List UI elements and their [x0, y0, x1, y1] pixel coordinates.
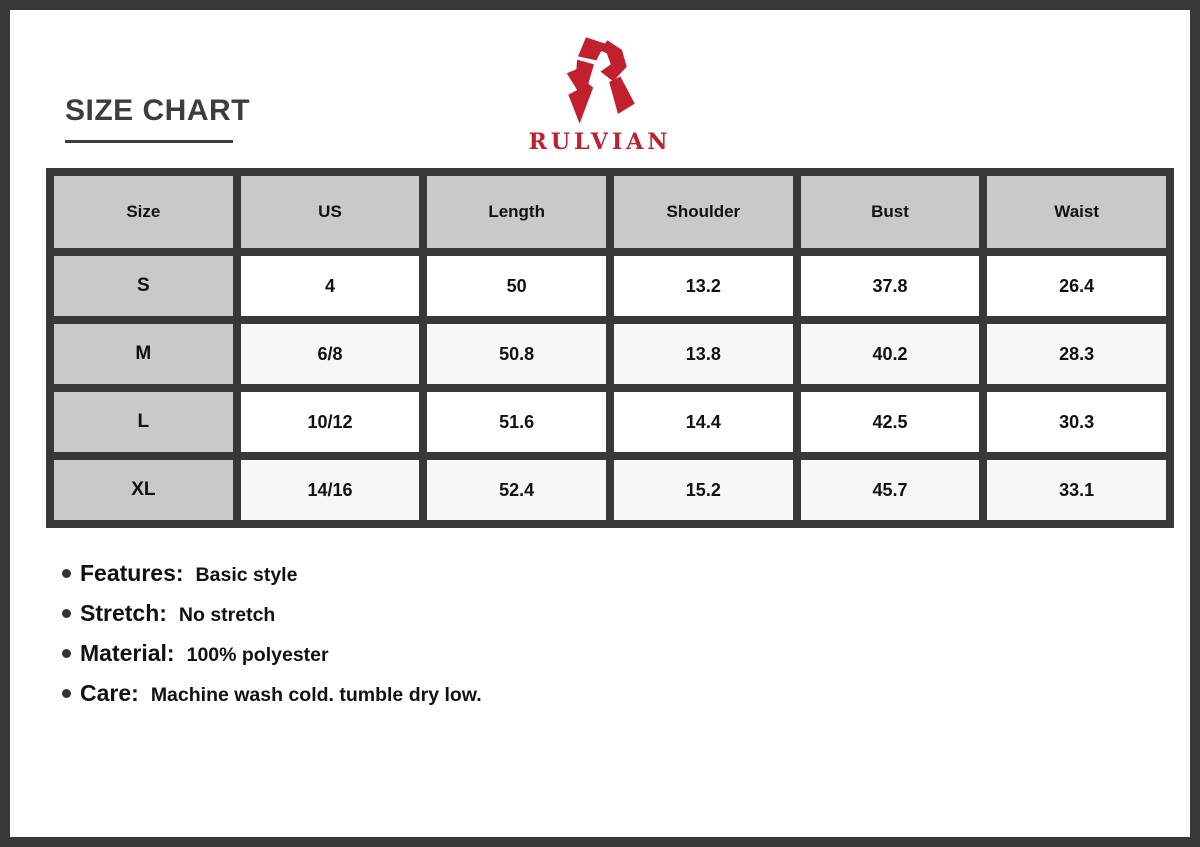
- value-cell: 45.7: [801, 460, 980, 520]
- detail-value: No stretch: [178, 604, 276, 626]
- detail-item: [62, 560, 482, 587]
- size-cell: L: [54, 392, 233, 452]
- size-chart-table: [46, 168, 1174, 528]
- column-header-shoulder: Shoulder: [614, 176, 793, 248]
- details-list: [62, 560, 482, 720]
- detail-label: Material:: [80, 640, 175, 666]
- value-cell: 52.4: [427, 460, 606, 520]
- detail-value: 100% polyester: [186, 644, 329, 666]
- column-header-us: US: [241, 176, 420, 248]
- value-cell: 4: [241, 256, 420, 316]
- value-cell: 15.2: [614, 460, 793, 520]
- value-cell: 13.2: [614, 256, 793, 316]
- value-cell: 33.1: [987, 460, 1166, 520]
- detail-value: Machine wash cold. tumble dry low.: [150, 684, 482, 706]
- detail-item: [62, 640, 482, 667]
- size-cell: S: [54, 256, 233, 316]
- brand-r-icon: [554, 34, 646, 126]
- value-cell: 28.3: [987, 324, 1166, 384]
- value-cell: 10/12: [241, 392, 420, 452]
- bullet-icon: [62, 569, 71, 578]
- size-cell: XL: [54, 460, 233, 520]
- value-cell: 37.8: [801, 256, 980, 316]
- value-cell: 14.4: [614, 392, 793, 452]
- detail-label: Care:: [80, 680, 139, 706]
- detail-label: Stretch:: [80, 600, 167, 626]
- brand-logo: [529, 34, 672, 155]
- value-cell: 40.2: [801, 324, 980, 384]
- value-cell: 30.3: [987, 392, 1166, 452]
- bullet-icon: [62, 689, 71, 698]
- detail-value: Basic style: [195, 564, 298, 586]
- title-underline: [65, 140, 233, 143]
- brand-name: RULVIAN: [528, 129, 672, 155]
- value-cell: 13.8: [614, 324, 793, 384]
- title-block: [65, 96, 250, 143]
- detail-item: [62, 600, 482, 627]
- bullet-icon: [62, 649, 71, 658]
- bullet-icon: [62, 609, 71, 618]
- value-cell: 6/8: [241, 324, 420, 384]
- column-header-bust: Bust: [801, 176, 980, 248]
- column-header-waist: Waist: [987, 176, 1166, 248]
- value-cell: 50: [427, 256, 606, 316]
- value-cell: 26.4: [987, 256, 1166, 316]
- detail-label: Features:: [80, 560, 184, 586]
- size-cell: M: [54, 324, 233, 384]
- value-cell: 51.6: [427, 392, 606, 452]
- detail-item: [62, 680, 482, 707]
- value-cell: 14/16: [241, 460, 420, 520]
- value-cell: 50.8: [427, 324, 606, 384]
- value-cell: 42.5: [801, 392, 980, 452]
- column-header-size: Size: [54, 176, 233, 248]
- column-header-length: Length: [427, 176, 606, 248]
- page-title: SIZE CHART: [65, 94, 250, 127]
